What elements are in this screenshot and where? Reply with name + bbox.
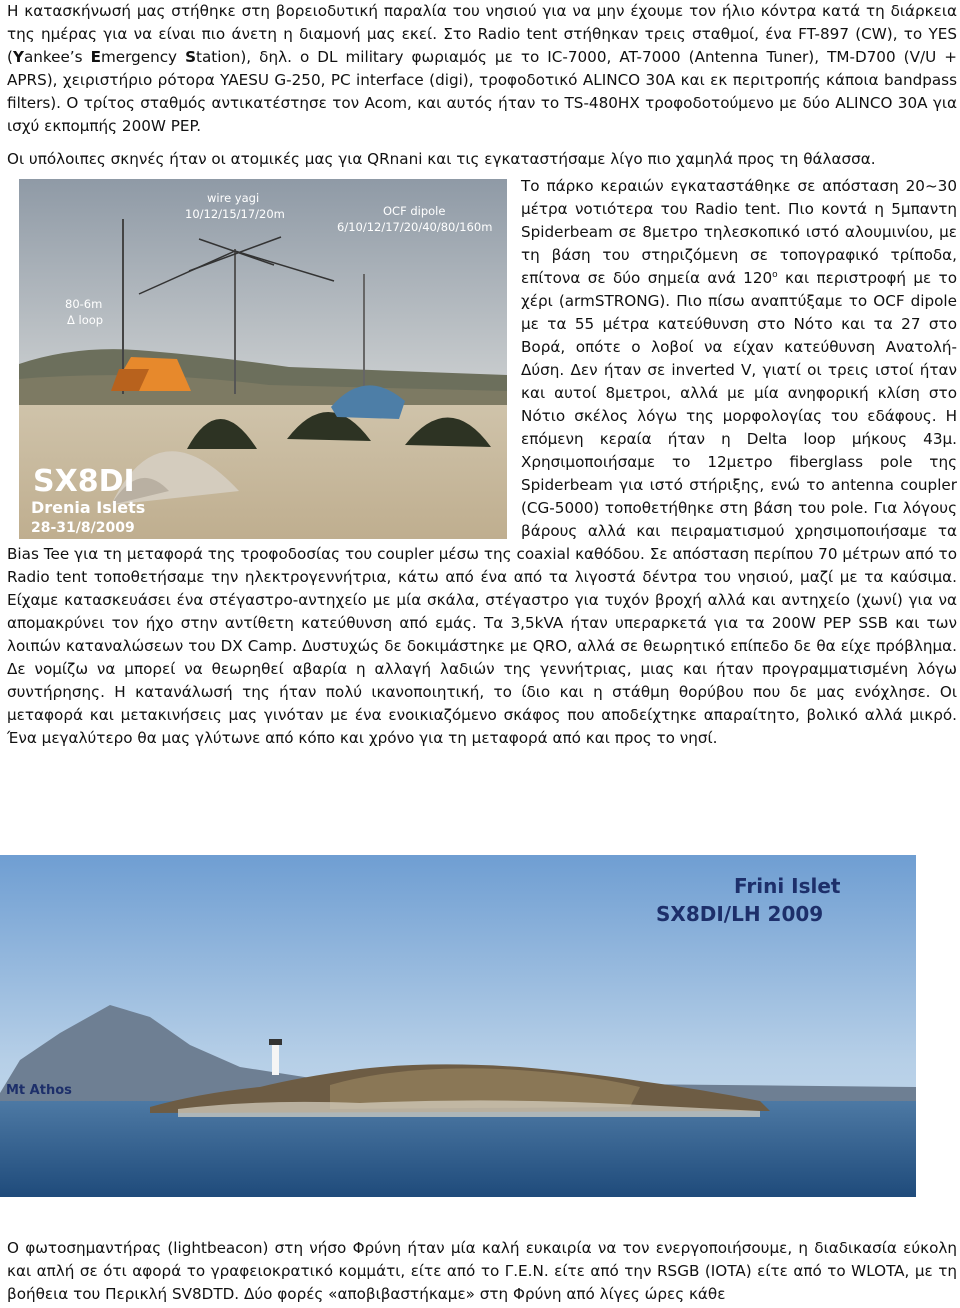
bold-letter-s: S (185, 48, 197, 66)
bold-letter-e: E (90, 48, 101, 66)
label-ocf-dipole: OCF dipole (383, 204, 446, 218)
label-wire-yagi: wire yagi (207, 191, 260, 205)
label-loop-bands: 80-6m (65, 297, 103, 311)
photo-frini-islet (0, 855, 916, 1197)
label-wire-yagi-bands: 10/12/15/17/20m (185, 207, 285, 221)
label-dates: 28-31/8/2009 (31, 520, 135, 536)
text-fragment: Η κατασκήνωσή μας στήθηκε στη βορειοδυτική παραλία του νησιού για να μην έχουμε τον ήλιο κόντρα κατά τη διάρκεια της ημέρας για να είναι πιο άνετη η διαμονή μας εκεί. Στο Radio tent στήθηκαν τρεις σταθμοί, ένα FT-897 (CW), το YES ( (7, 2, 957, 66)
text-fragment: mergency (100, 48, 186, 66)
degree-superscript: ο (772, 269, 778, 280)
paragraph-lightbeacon: Ο φωτοσημαντήρας (lightbeacon) στη νήσο Φρύνη ήταν μία καλή ευκαιρία να τον ενεργοποιήσουμε, η διαδικασία εύκολη και απλή σε ότι αφορά το γραφειοκρατικό κομμάτι, είτε από το Γ.Ε.Ν. είτε από την RSGB (IOTA) είτε από το WLOTA, με τη βοήθεια του Περικλή SV8DTD. Δύο φορές «αποβιβαστήκαμε» στη Φρύνη από λίγες ώρες κάθε (7, 1239, 957, 1303)
text-fragment: ankee’s (23, 48, 91, 66)
label-ocf-bands: 6/10/12/17/20/40/80/160m (337, 220, 493, 234)
bold-letter-y: Y (12, 48, 24, 66)
paragraph-tents: Οι υπόλοιπες σκηνές ήταν οι ατομικές μας για QRnani και τις εγκαταστήσαμε λίγο πιο χαμηλά προς τη θάλασσα. (7, 150, 876, 168)
text-fragment: και περιστροφή με το χέρι (armSTRONG). Πιο πίσω αναπτύξαμε το OCF dipole με τα 55 μέτρα κατεύθυνση στο Νότο και τα 27 στο Βορά, οπότε ο λοβοί να είχαν κατεύθυνση Ανατολή-Δύση. Δεν ήταν σε inverted V, γιατί οι τρεις ιστοί ήταν και αυτοί 8μετροι, αλλά με μία ανηφορική κλίση στο Νότιο σκέλος λόγω της μορφολογίας του εδάφους. Η επόμενη κεραία ήταν η Delta loop μήκους 43μ. Χρησιμοποιήσαμε το 12μετρο fiberglass pole της Spiderbeam για ιστό στήριξης, ενώ το antenna coupler (CG-5000) τοποθετήθηκε στη βάση του pole. Για λόγους βάρους αλλά και πειραματισμού χρησιμοποιήσαμε τα Bias Tee για τη μεταφορά της τροφοδοσίας του coupler μέσω της coaxial καθόδου. Σε απόσταση περίπου 70 μέτρων από το Radio tent τοποθετήσαμε την ηλεκτρογεννήτρια, κάτω από ένα από τα λιγοστά δέντρα του νησιού, μαζί με τα καύσιμα. Είχαμε κατασκευάσει ένα στέγαστρο-αντηχείο με μία σκάλα, στέγαστρο για τυχόν βροχή αλλά και αντηχείο (χωνί) για να απομακρύνει τον ήχο στην αντίθετη κατεύθυνση από εμάς. Τα 3,5kVA ήταν υπεραρκετά για τα 200W PEP SSB και των λοιπών καταναλώσεων του DX Camp. Δυστυχώς δε δοκιμάστηκε με QRO, αλλά σε θεωρητικό επίπεδο δε θα είχε πρόβλημα. Δε νομίζω να μπορεί να θεωρηθεί αβαρία η αλλαγή λαδιών της γεννήτριας, μιας και ήταν προγραμματισμένη λόγω συντήρησης. Η κατανάλωσή της ήταν πολύ ικανοποιητική, το ίδιο και η στάθμη θορύβου που δε μας ενόχλησε. Οι μεταφορά και μετακινήσεις μας γινόταν με ένα ενοικιαζόμενο σκάφος που αποδείχτηκε απαραίτητο, βολικό αλλά μικρό. Ένα μεγαλύτερο θα μας γλύτωνε από κόπο και χρόνο για τη μεταφορά από και προς το νησί. (7, 269, 957, 747)
paragraph-station-setup (7, 0, 957, 138)
document-page (7, 0, 957, 750)
label-callsign: SX8DI (33, 464, 135, 499)
text-fragment: Το πάρκο κεραιών εγκαταστάθηκε σε απόσταση 20~30 μέτρα νοτιότερα του Radio tent. Πιο κοντά η 5μπαντη Spiderbeam σε 8μετρο τηλεσκοπικό ιστό αλουμινίου, με τη βάση του στηριζόμενη σε τοπογραφικό τρίποδα, επίτονα σε δύο σημεία ανά 120 (521, 177, 957, 287)
label-frini-islet: Frini Islet (734, 874, 841, 898)
label-delta-loop: Δ loop (67, 313, 104, 327)
label-drenia-islets: Drenia Islets (31, 498, 146, 517)
frini-photo-graphic (0, 855, 916, 1197)
camp-photo-graphic (19, 179, 507, 539)
text-fragment: tation), δηλ. ο DL military φωριαμός με το IC-7000, AT-7000 (Antenna Tuner), TM-D700 (V/U + APRS), χειριστήριο ρότορα YAESU G-250, PC interface (digi), τροφοδοτικό ALINCO 30A και εκ περιτροπής κάποια bandpass filters). Ο τρίτος σταθμός αντικατέστησε τον Acom, και αυτός ήταν το TS-480HX τροφοδοτούμενο με δύο ALINCO 30A για ισχύ εκπομπής 200W PEP. (7, 48, 957, 135)
photo-antenna-camp (19, 179, 507, 539)
label-mt-athos: Mt Athos (6, 1083, 72, 1098)
label-sx8di-lh: SX8DI/LH 2009 (656, 902, 824, 926)
